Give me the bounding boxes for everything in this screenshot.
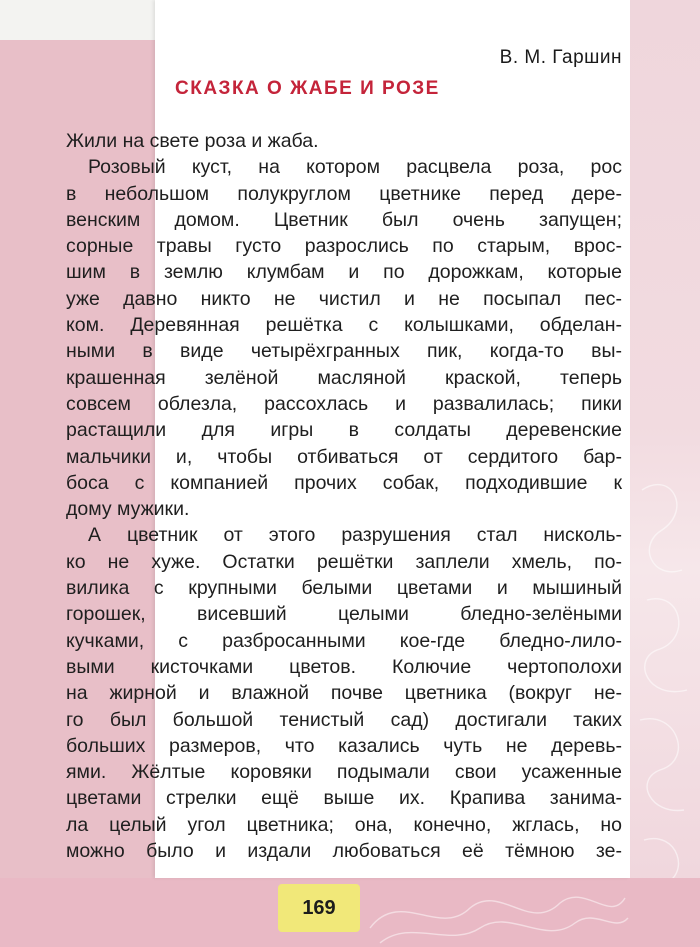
text-line: уже давно никто не чистил и не посыпал пес- <box>66 287 622 310</box>
text-line: ла целый угол цветника; она, конечно, жглась, но <box>66 813 622 836</box>
text-line: на жирной и влажной почве цветника (вокруг не- <box>66 682 622 705</box>
text-line: цветами стрелки ещё выше их. Крапива занима- <box>66 787 622 810</box>
text-line: в небольшом полукруглом цветнике перед дере- <box>66 182 622 205</box>
page-number-badge: 169 <box>278 884 360 932</box>
text-line: можно было и издали любоваться её тёмною зе- <box>66 840 622 863</box>
text-line: совсем облезла, рассохлась и развалилась; пики <box>66 392 622 415</box>
text-line: ко не хуже. Остатки решётки заплели хмель, по- <box>66 550 622 573</box>
text-line: ями. Жёлтые коровяки подымали свои усаженные <box>66 761 622 784</box>
text-line: ными в виде четырёхгранных пик, когда-то вы- <box>66 340 622 363</box>
text-line: растащили для игры в солдаты деревенские <box>66 419 622 442</box>
text-line: крашенная зелёной масляной краской, теперь <box>66 366 622 389</box>
text-line: мальчики и, чтобы отбиваться от сердитого бар- <box>66 445 622 468</box>
text-line: Жили на свете роза и жаба. <box>66 130 319 152</box>
story-text <box>66 128 622 864</box>
author-name: В. М. Гаршин <box>499 47 622 68</box>
text-line: дому мужики. <box>66 498 190 521</box>
text-line: выми кисточками цветов. Колючие чертополохи <box>66 655 622 678</box>
text-line: А цветник от этого разрушения стал нисколь- <box>88 524 622 547</box>
story-title: СКАЗКА О ЖАБЕ И РОЗЕ <box>175 78 440 99</box>
text-line: больших размеров, что казались чуть не деревь- <box>66 734 622 757</box>
text-line: сорные травы густо разрослись по старым, врос- <box>66 235 622 258</box>
text-line: го был большой тенистый сад) достигали таких <box>66 708 622 731</box>
text-line: горошек, висевший целыми бледно-зелёными <box>66 603 622 626</box>
text-line: Розовый куст, на котором расцвела роза, рос <box>88 156 622 179</box>
text-line: венским домом. Цветник был очень запущен; <box>66 208 622 231</box>
bottom-ornament <box>360 878 630 947</box>
text-line: кучками, с разбросанными кое-где бледно-лило- <box>66 629 622 652</box>
text-line: вилика с крупными белыми цветами и мышиный <box>66 577 622 600</box>
text-line: шим в землю клумбам и по дорожкам, которые <box>66 261 622 284</box>
text-line: ком. Деревянная решётка с колышками, обделан- <box>66 314 622 337</box>
text-line: боса с компанией прочих собак, подходившие к <box>66 471 622 494</box>
floral-ornament <box>632 470 700 930</box>
